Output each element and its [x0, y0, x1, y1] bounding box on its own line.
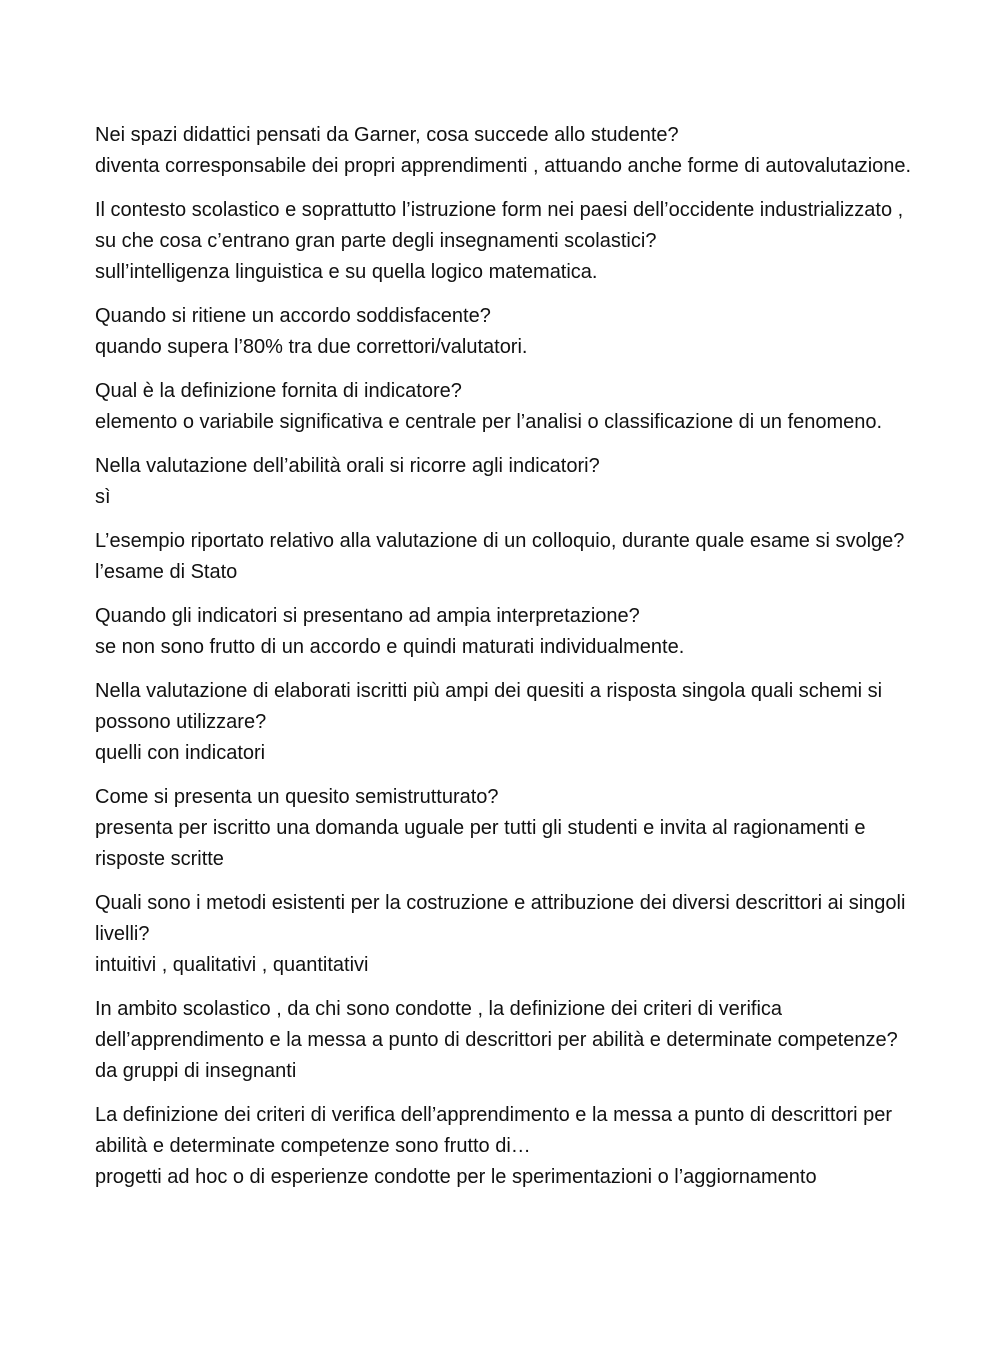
qa-item [95, 526, 915, 588]
qa-item [95, 782, 915, 875]
qa-item [95, 376, 915, 438]
question-text: Quando gli indicatori si presentano ad ampia interpretazione? [95, 605, 640, 627]
answer-text: elemento o variabile significativa e centrale per l’analisi o classificazione di un fenomeno. [95, 411, 883, 433]
answer-text: presenta per iscritto una domanda uguale per tutti gli studenti e invita al ragionamenti e risposte scritte [95, 817, 866, 870]
answer-text: intuitivi , qualitativi , quantitativi [95, 954, 369, 976]
qa-item [95, 1100, 915, 1193]
qa-item [95, 888, 915, 981]
document-body [95, 120, 915, 1206]
qa-item [95, 301, 915, 363]
answer-text: quando supera l’80% tra due correttori/valutatori. [95, 336, 528, 358]
question-text: In ambito scolastico , da chi sono condotte , la definizione dei criteri di verifica dell’apprendimento e la messa a punto di descrittori per abilità e determinate competenze? [95, 998, 898, 1051]
qa-item [95, 994, 915, 1087]
answer-text: sull’intelligenza linguistica e su quella logico matematica. [95, 261, 598, 283]
question-text: Nei spazi didattici pensati da Garner, cosa succede allo studente? [95, 124, 679, 146]
question-text: Quando si ritiene un accordo soddisfacente? [95, 305, 491, 327]
answer-text: se non sono frutto di un accordo e quindi maturati individualmente. [95, 636, 685, 658]
answer-text: da gruppi di insegnanti [95, 1060, 297, 1082]
question-text: Qual è la definizione fornita di indicatore? [95, 380, 462, 402]
question-text: L’esempio riportato relativo alla valutazione di un colloquio, durante quale esame si svolge? [95, 530, 905, 552]
qa-item [95, 120, 915, 182]
qa-item [95, 451, 915, 513]
question-text: Il contesto scolastico e soprattutto l’istruzione form nei paesi dell’occidente industrializzato , su che cosa c’entrano gran parte degli insegnamenti scolastici? [95, 199, 904, 252]
question-text: Nella valutazione di elaborati iscritti più ampi dei quesiti a risposta singola quali schemi si possono utilizzare? [95, 680, 883, 733]
answer-text: diventa corresponsabile dei propri apprendimenti , attuando anche forme di autovalutazione. [95, 155, 912, 177]
answer-text: l’esame di Stato [95, 561, 238, 583]
answer-text: quelli con indicatori [95, 742, 266, 764]
question-text: Come si presenta un quesito semistrutturato? [95, 786, 499, 808]
question-text: La definizione dei criteri di verifica dell’apprendimento e la messa a punto di descrittori per abilità e determinate competenze sono frutto di… [95, 1104, 893, 1157]
answer-text: progetti ad hoc o di esperienze condotte per le sperimentazioni o l’aggiornamento [95, 1166, 817, 1188]
qa-item [95, 195, 915, 288]
answer-text: sì [95, 486, 111, 508]
qa-item [95, 601, 915, 663]
question-text: Nella valutazione dell’abilità orali si ricorre agli indicatori? [95, 455, 600, 477]
question-text: Quali sono i metodi esistenti per la costruzione e attribuzione dei diversi descrittori ai singoli livelli? [95, 892, 906, 945]
qa-item [95, 676, 915, 769]
